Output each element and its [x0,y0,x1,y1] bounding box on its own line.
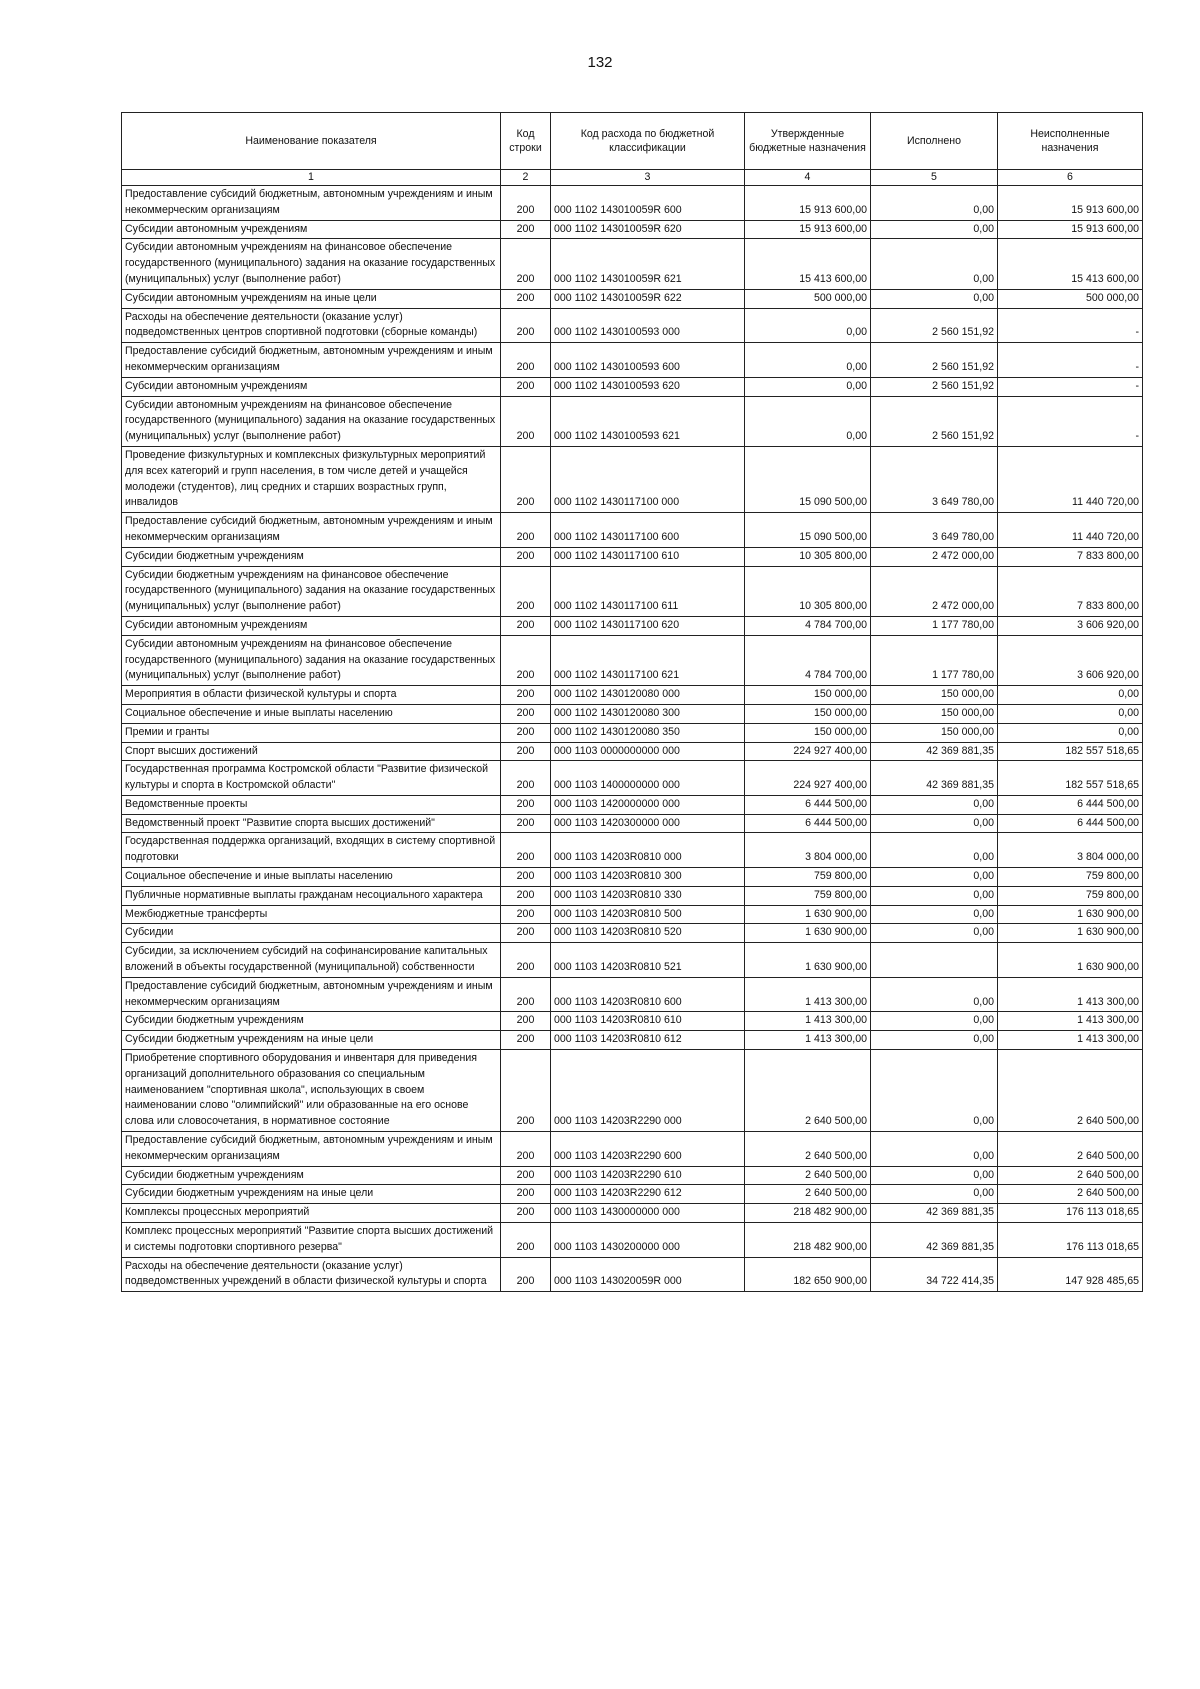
approved-amount-cell: 0,00 [745,377,871,396]
line-code-cell: 200 [501,1031,551,1050]
approved-amount-cell: 150 000,00 [745,723,871,742]
indicator-name-cell: Субсидии бюджетным учреждениям на иные цели [122,1031,501,1050]
line-code-cell: 200 [501,833,551,868]
classification-code-cell: 000 1102 1430120080 000 [551,686,745,705]
approved-amount-cell: 15 413 600,00 [745,239,871,289]
executed-amount-cell: 42 369 881,35 [871,1223,998,1258]
table-row [122,905,1143,924]
classification-code-cell: 000 1103 14203R0810 300 [551,868,745,887]
executed-amount-cell: 2 560 151,92 [871,308,998,343]
remaining-amount-cell: 176 113 018,65 [998,1223,1143,1258]
executed-amount-cell: 42 369 881,35 [871,761,998,796]
classification-code-cell: 000 1103 14203R2290 600 [551,1132,745,1167]
executed-amount-cell: 0,00 [871,1031,998,1050]
approved-amount-cell: 2 640 500,00 [745,1166,871,1185]
approved-amount-cell: 1 413 300,00 [745,1012,871,1031]
remaining-amount-cell: 3 804 000,00 [998,833,1143,868]
indicator-name-cell: Предоставление субсидий бюджетным, автономным учреждениям и иным некоммерческим организациям [122,186,501,221]
indicator-name-cell: Предоставление субсидий бюджетным, автономным учреждениям и иным некоммерческим организациям [122,977,501,1012]
executed-amount-cell: 0,00 [871,924,998,943]
classification-code-cell: 000 1102 1430117100 610 [551,547,745,566]
executed-amount-cell: 2 472 000,00 [871,566,998,616]
approved-amount-cell: 2 640 500,00 [745,1132,871,1167]
executed-amount-cell: 34 722 414,35 [871,1257,998,1292]
table-row [122,396,1143,446]
column-number-6: 6 [998,170,1143,186]
indicator-name-cell: Мероприятия в области физической культуры и спорта [122,686,501,705]
remaining-amount-cell: 182 557 518,65 [998,742,1143,761]
table-row [122,616,1143,635]
remaining-amount-cell: - [998,396,1143,446]
indicator-name-cell: Субсидии автономным учреждениям на финансовое обеспечение государственного (муниципального) задания на оказание государственных (муниципальных) услуг (выполнение работ) [122,635,501,685]
line-code-cell: 200 [501,924,551,943]
classification-code-cell: 000 1103 14203R0810 520 [551,924,745,943]
classification-code-cell: 000 1102 1430117100 621 [551,635,745,685]
approved-amount-cell: 0,00 [745,396,871,446]
line-code-cell: 200 [501,943,551,978]
approved-amount-cell: 1 630 900,00 [745,924,871,943]
table-row [122,377,1143,396]
executed-amount-cell: 0,00 [871,239,998,289]
classification-code-cell: 000 1103 1430200000 000 [551,1223,745,1258]
classification-code-cell: 000 1102 1430100593 000 [551,308,745,343]
executed-amount-cell: 0,00 [871,905,998,924]
table-row [122,742,1143,761]
line-code-cell: 200 [501,566,551,616]
line-code-cell: 200 [501,396,551,446]
table-row [122,635,1143,685]
classification-code-cell: 000 1103 1420300000 000 [551,814,745,833]
indicator-name-cell: Субсидии автономным учреждениям на иные цели [122,289,501,308]
line-code-cell: 200 [501,1132,551,1167]
indicator-name-cell: Субсидии автономным учреждениям [122,616,501,635]
indicator-name-cell: Субсидии бюджетным учреждениям [122,1012,501,1031]
executed-amount-cell: 150 000,00 [871,704,998,723]
executed-amount-cell: 42 369 881,35 [871,1204,998,1223]
remaining-amount-cell: 15 913 600,00 [998,220,1143,239]
classification-code-cell: 000 1103 14203R2290 612 [551,1185,745,1204]
executed-amount-cell: 0,00 [871,1012,998,1031]
remaining-amount-cell: 1 413 300,00 [998,1031,1143,1050]
approved-amount-cell: 218 482 900,00 [745,1204,871,1223]
classification-code-cell: 000 1103 1430000000 000 [551,1204,745,1223]
executed-amount-cell: 0,00 [871,1132,998,1167]
indicator-name-cell: Субсидии бюджетным учреждениям [122,1166,501,1185]
remaining-amount-cell: 0,00 [998,704,1143,723]
indicator-name-cell: Расходы на обеспечение деятельности (оказание услуг) подведомственных центров спортивной подготовки (сборные команды) [122,308,501,343]
executed-amount-cell: 3 649 780,00 [871,513,998,548]
classification-code-cell: 000 1102 1430117100 000 [551,446,745,512]
line-code-cell: 200 [501,686,551,705]
executed-amount-cell: 2 472 000,00 [871,547,998,566]
table-row [122,220,1143,239]
remaining-amount-cell: - [998,308,1143,343]
table-header-row [122,113,1143,170]
approved-amount-cell: 224 927 400,00 [745,742,871,761]
approved-amount-cell: 759 800,00 [745,886,871,905]
classification-code-cell: 000 1103 14203R2290 000 [551,1050,745,1132]
table-row [122,446,1143,512]
indicator-name-cell: Комплексы процессных мероприятий [122,1204,501,1223]
table-row [122,977,1143,1012]
classification-code-cell: 000 1102 1430117100 600 [551,513,745,548]
classification-code-cell: 000 1103 14203R0810 610 [551,1012,745,1031]
table-row [122,814,1143,833]
executed-amount-cell: 2 560 151,92 [871,343,998,378]
remaining-amount-cell: 6 444 500,00 [998,814,1143,833]
remaining-amount-cell: 759 800,00 [998,868,1143,887]
indicator-name-cell: Социальное обеспечение и иные выплаты населению [122,704,501,723]
approved-amount-cell: 1 630 900,00 [745,905,871,924]
line-code-cell: 200 [501,308,551,343]
indicator-name-cell: Предоставление субсидий бюджетным, автономным учреждениям и иным некоммерческим организациям [122,343,501,378]
table-row [122,566,1143,616]
table-row [122,761,1143,796]
remaining-amount-cell: 759 800,00 [998,886,1143,905]
line-code-cell: 200 [501,761,551,796]
approved-amount-cell: 3 804 000,00 [745,833,871,868]
executed-amount-cell: 3 649 780,00 [871,446,998,512]
remaining-amount-cell: - [998,343,1143,378]
indicator-name-cell: Государственная программа Костромской области "Развитие физической культуры и спорта в Костромской области" [122,761,501,796]
table-row [122,343,1143,378]
remaining-amount-cell: 7 833 800,00 [998,566,1143,616]
classification-code-cell: 000 1102 143010059R 621 [551,239,745,289]
classification-code-cell: 000 1103 14203R0810 521 [551,943,745,978]
remaining-amount-cell: 3 606 920,00 [998,616,1143,635]
indicator-name-cell: Субсидии, за исключением субсидий на софинансирование капитальных вложений в объекты государственной (муниципальной) собственности [122,943,501,978]
classification-code-cell: 000 1103 1400000000 000 [551,761,745,796]
classification-code-cell: 000 1102 1430100593 621 [551,396,745,446]
column-number-2: 2 [501,170,551,186]
line-code-cell: 200 [501,1050,551,1132]
executed-amount-cell: 150 000,00 [871,686,998,705]
approved-amount-cell: 2 640 500,00 [745,1185,871,1204]
remaining-amount-cell: 15 413 600,00 [998,239,1143,289]
approved-amount-cell: 2 640 500,00 [745,1050,871,1132]
remaining-amount-cell: 1 413 300,00 [998,977,1143,1012]
line-code-cell: 200 [501,289,551,308]
executed-amount-cell: 0,00 [871,886,998,905]
approved-amount-cell: 1 413 300,00 [745,977,871,1012]
line-code-cell: 200 [501,547,551,566]
executed-amount-cell: 2 560 151,92 [871,396,998,446]
executed-amount-cell: 0,00 [871,1050,998,1132]
classification-code-cell: 000 1102 143010059R 622 [551,289,745,308]
remaining-amount-cell: 0,00 [998,686,1143,705]
indicator-name-cell: Субсидии бюджетным учреждениям [122,547,501,566]
table-row [122,833,1143,868]
approved-amount-cell: 150 000,00 [745,704,871,723]
remaining-amount-cell: 15 913 600,00 [998,186,1143,221]
approved-amount-cell: 224 927 400,00 [745,761,871,796]
table-row [122,186,1143,221]
executed-amount-cell: 150 000,00 [871,723,998,742]
approved-amount-cell: 1 630 900,00 [745,943,871,978]
executed-amount-cell: 2 560 151,92 [871,377,998,396]
remaining-amount-cell: 7 833 800,00 [998,547,1143,566]
remaining-amount-cell: 147 928 485,65 [998,1257,1143,1292]
indicator-name-cell: Предоставление субсидий бюджетным, автономным учреждениям и иным некоммерческим организациям [122,513,501,548]
table-row [122,795,1143,814]
remaining-amount-cell: 176 113 018,65 [998,1204,1143,1223]
classification-code-cell: 000 1102 143010059R 600 [551,186,745,221]
line-code-cell: 200 [501,377,551,396]
indicator-name-cell: Субсидии автономным учреждениям на финансовое обеспечение государственного (муниципального) задания на оказание государственных (муниципальных) услуг (выполнение работ) [122,396,501,446]
table-row [122,289,1143,308]
executed-amount-cell: 0,00 [871,1185,998,1204]
indicator-name-cell: Субсидии бюджетным учреждениям на иные цели [122,1185,501,1204]
executed-amount-cell: 0,00 [871,795,998,814]
approved-amount-cell: 6 444 500,00 [745,795,871,814]
line-code-cell: 200 [501,343,551,378]
approved-amount-cell: 15 913 600,00 [745,220,871,239]
indicator-name-cell: Предоставление субсидий бюджетным, автономным учреждениям и иным некоммерческим организациям [122,1132,501,1167]
remaining-amount-cell: 11 440 720,00 [998,446,1143,512]
table-row [122,1185,1143,1204]
classification-code-cell: 000 1102 1430120080 300 [551,704,745,723]
classification-code-cell: 000 1103 14203R0810 500 [551,905,745,924]
classification-code-cell: 000 1103 1420000000 000 [551,795,745,814]
indicator-name-cell: Социальное обеспечение и иные выплаты населению [122,868,501,887]
approved-amount-cell: 182 650 900,00 [745,1257,871,1292]
line-code-cell: 200 [501,905,551,924]
table-row [122,686,1143,705]
table-row [122,868,1143,887]
table-row [122,924,1143,943]
column-number-5: 5 [871,170,998,186]
table-body [122,186,1143,1292]
classification-code-cell: 000 1102 143010059R 620 [551,220,745,239]
indicator-name-cell: Приобретение спортивного оборудования и инвентаря для приведения организаций дополнительного образования со специальным наименованием "спортивная школа", использующих в своем наименовании слово "олимпийский" или образованные на его основе слова или словосочетания, в нормативное состояние [122,1050,501,1132]
executed-amount-cell: 0,00 [871,814,998,833]
indicator-name-cell: Межбюджетные трансферты [122,905,501,924]
remaining-amount-cell: 500 000,00 [998,289,1143,308]
approved-amount-cell: 10 305 800,00 [745,547,871,566]
line-code-cell: 200 [501,1223,551,1258]
executed-amount-cell: 0,00 [871,868,998,887]
header-indicator-name: Наименование показателя [122,113,501,170]
remaining-amount-cell: - [998,377,1143,396]
budget-execution-table [121,112,1143,1292]
table-row [122,308,1143,343]
classification-code-cell: 000 1103 14203R0810 612 [551,1031,745,1050]
classification-code-cell: 000 1102 1430100593 600 [551,343,745,378]
column-number-3: 3 [551,170,745,186]
header-executed: Исполнено [871,113,998,170]
table-row [122,886,1143,905]
header-line-code: Код строки [501,113,551,170]
indicator-name-cell: Расходы на обеспечение деятельности (оказание услуг) подведомственных учреждений в области физической культуры и спорта [122,1257,501,1292]
table-row [122,513,1143,548]
remaining-amount-cell: 2 640 500,00 [998,1050,1143,1132]
approved-amount-cell: 4 784 700,00 [745,616,871,635]
line-code-cell: 200 [501,886,551,905]
line-code-cell: 200 [501,723,551,742]
indicator-name-cell: Субсидии [122,924,501,943]
line-code-cell: 200 [501,1204,551,1223]
approved-amount-cell: 1 413 300,00 [745,1031,871,1050]
classification-code-cell: 000 1102 1430117100 611 [551,566,745,616]
remaining-amount-cell: 1 630 900,00 [998,905,1143,924]
indicator-name-cell: Публичные нормативные выплаты гражданам несоциального характера [122,886,501,905]
remaining-amount-cell: 2 640 500,00 [998,1166,1143,1185]
remaining-amount-cell: 1 630 900,00 [998,943,1143,978]
approved-amount-cell: 0,00 [745,308,871,343]
classification-code-cell: 000 1102 1430120080 350 [551,723,745,742]
table-row [122,239,1143,289]
executed-amount-cell: 0,00 [871,220,998,239]
column-number-row [122,170,1143,186]
header-approved-assignments: Утвержденные бюджетные назначения [745,113,871,170]
indicator-name-cell: Ведомственные проекты [122,795,501,814]
executed-amount-cell: 0,00 [871,186,998,221]
executed-amount-cell: 0,00 [871,977,998,1012]
remaining-amount-cell: 0,00 [998,723,1143,742]
indicator-name-cell: Субсидии автономным учреждениям [122,220,501,239]
column-number-1: 1 [122,170,501,186]
indicator-name-cell: Субсидии автономным учреждениям на финансовое обеспечение государственного (муниципального) задания на оказание государственных (муниципальных) услуг (выполнение работ) [122,239,501,289]
line-code-cell: 200 [501,1166,551,1185]
approved-amount-cell: 15 090 500,00 [745,513,871,548]
line-code-cell: 200 [501,814,551,833]
table-row [122,1257,1143,1292]
remaining-amount-cell: 2 640 500,00 [998,1185,1143,1204]
table-row [122,1204,1143,1223]
line-code-cell: 200 [501,1012,551,1031]
classification-code-cell: 000 1102 1430117100 620 [551,616,745,635]
line-code-cell: 200 [501,868,551,887]
table-row [122,1012,1143,1031]
indicator-name-cell: Государственная поддержка организаций, входящих в систему спортивной подготовки [122,833,501,868]
classification-code-cell: 000 1102 1430100593 620 [551,377,745,396]
indicator-name-cell: Комплекс процессных мероприятий "Развитие спорта высших достижений и системы подготовки спортивного резерва" [122,1223,501,1258]
table-row [122,704,1143,723]
approved-amount-cell: 500 000,00 [745,289,871,308]
executed-amount-cell: 0,00 [871,833,998,868]
classification-code-cell: 000 1103 0000000000 000 [551,742,745,761]
executed-amount-cell: 1 177 780,00 [871,616,998,635]
line-code-cell: 200 [501,1185,551,1204]
page-number: 132 [587,54,613,71]
line-code-cell: 200 [501,239,551,289]
indicator-name-cell: Ведомственный проект "Развитие спорта высших достижений" [122,814,501,833]
line-code-cell: 200 [501,795,551,814]
line-code-cell: 200 [501,220,551,239]
classification-code-cell: 000 1103 14203R2290 610 [551,1166,745,1185]
line-code-cell: 200 [501,635,551,685]
line-code-cell: 200 [501,704,551,723]
executed-amount-cell: 1 177 780,00 [871,635,998,685]
table-row [122,723,1143,742]
column-number-4: 4 [745,170,871,186]
indicator-name-cell: Премии и гранты [122,723,501,742]
remaining-amount-cell: 3 606 920,00 [998,635,1143,685]
table-row [122,1166,1143,1185]
table-row [122,1132,1143,1167]
remaining-amount-cell: 182 557 518,65 [998,761,1143,796]
indicator-name-cell: Проведение физкультурных и комплексных физкультурных мероприятий для всех категорий и групп населения, в том числе детей и учащейся молодежи (студентов), лиц средних и старших возрастных групп, инвалидов [122,446,501,512]
line-code-cell: 200 [501,616,551,635]
remaining-amount-cell: 2 640 500,00 [998,1132,1143,1167]
approved-amount-cell: 0,00 [745,343,871,378]
line-code-cell: 200 [501,446,551,512]
approved-amount-cell: 759 800,00 [745,868,871,887]
line-code-cell: 200 [501,186,551,221]
line-code-cell: 200 [501,513,551,548]
classification-code-cell: 000 1103 143020059R 000 [551,1257,745,1292]
approved-amount-cell: 10 305 800,00 [745,566,871,616]
header-unexecuted-assignments: Неисполненные назначения [998,113,1143,170]
table-row [122,547,1143,566]
remaining-amount-cell: 1 630 900,00 [998,924,1143,943]
approved-amount-cell: 15 913 600,00 [745,186,871,221]
approved-amount-cell: 218 482 900,00 [745,1223,871,1258]
classification-code-cell: 000 1103 14203R0810 600 [551,977,745,1012]
executed-amount-cell: 0,00 [871,289,998,308]
approved-amount-cell: 6 444 500,00 [745,814,871,833]
header-budget-classification-code: Код расхода по бюджетной классификации [551,113,745,170]
approved-amount-cell: 4 784 700,00 [745,635,871,685]
executed-amount-cell [871,943,998,978]
executed-amount-cell: 42 369 881,35 [871,742,998,761]
remaining-amount-cell: 11 440 720,00 [998,513,1143,548]
executed-amount-cell: 0,00 [871,1166,998,1185]
classification-code-cell: 000 1103 14203R0810 330 [551,886,745,905]
line-code-cell: 200 [501,742,551,761]
remaining-amount-cell: 1 413 300,00 [998,1012,1143,1031]
approved-amount-cell: 15 090 500,00 [745,446,871,512]
approved-amount-cell: 150 000,00 [745,686,871,705]
table-row [122,943,1143,978]
remaining-amount-cell: 6 444 500,00 [998,795,1143,814]
line-code-cell: 200 [501,977,551,1012]
classification-code-cell: 000 1103 14203R0810 000 [551,833,745,868]
table-row [122,1223,1143,1258]
table-row [122,1031,1143,1050]
indicator-name-cell: Спорт высших достижений [122,742,501,761]
line-code-cell: 200 [501,1257,551,1292]
table-row [122,1050,1143,1132]
indicator-name-cell: Субсидии бюджетным учреждениям на финансовое обеспечение государственного (муниципального) задания на оказание государственных (муниципальных) услуг (выполнение работ) [122,566,501,616]
indicator-name-cell: Субсидии автономным учреждениям [122,377,501,396]
